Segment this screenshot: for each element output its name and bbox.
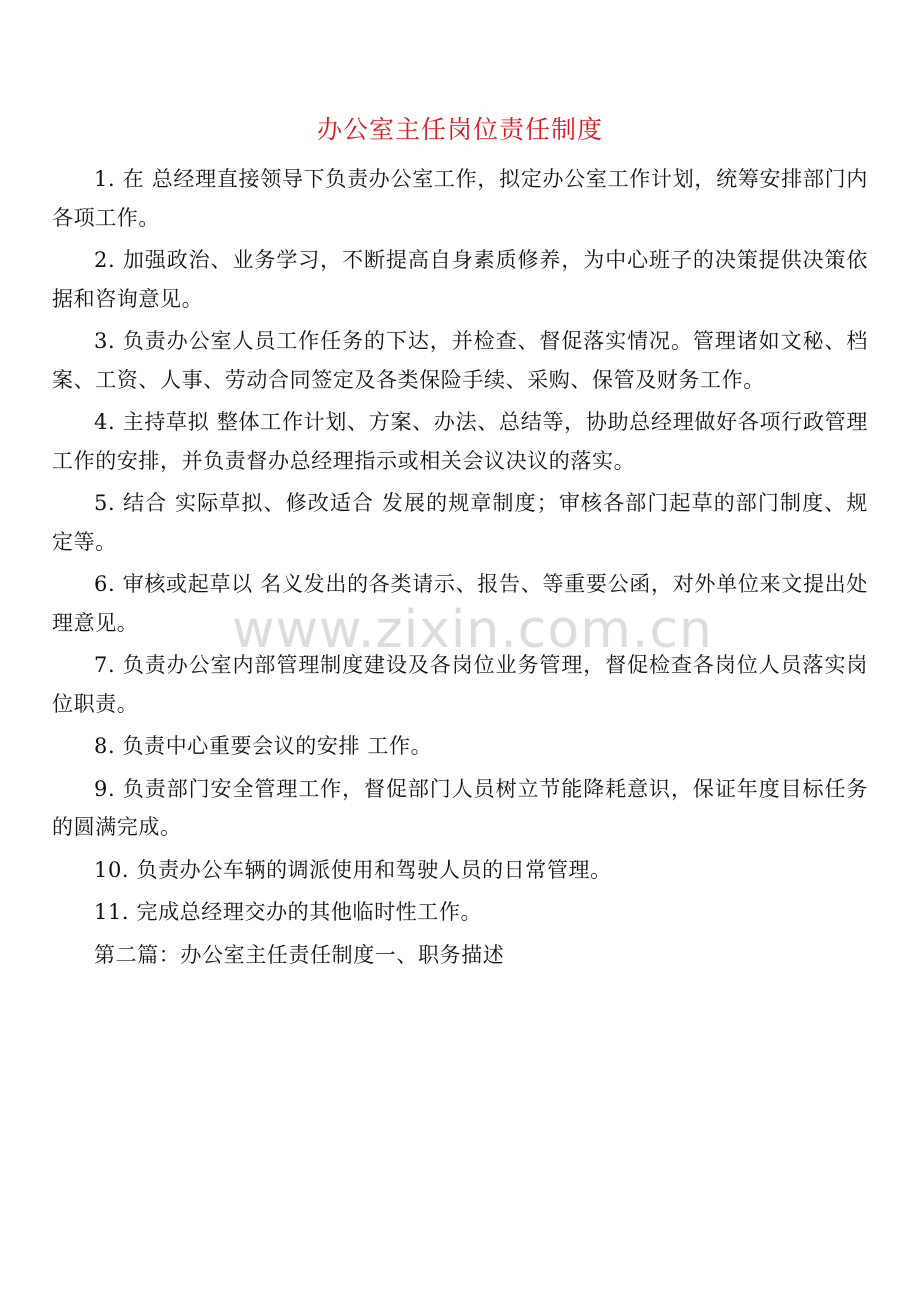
section-heading-part-two: 第二篇：办公室主任责任制度一、职务描述 — [94, 942, 505, 967]
paragraph-3: 3. 负责办公室人员工作任务的下达，并检查、督促落实情况。管理诸如文秘、档案、工资、人事、劳动合同签定及各类保险手续、采购、保管及财务工作。 — [52, 329, 868, 392]
document-title: 办公室主任岗位责任制度 — [316, 115, 603, 144]
paragraph-1: 1. 在 总经理直接领导下负责办公室工作，拟定办公室工作计划，统筹安排部门内各项工作。 — [52, 167, 868, 230]
paragraph-8: 8. 负责中心重要会议的安排 工作。 — [94, 734, 433, 758]
paragraph-2: 2. 加强政治、业务学习，不断提高自身素质修养，为中心班子的决策提供决策依据和咨询意见。 — [52, 248, 868, 311]
paragraph-6: 6. 审核或起草以 名义发出的各类请示、报告、等重要公函，对外单位来文提出处理意见。 — [52, 572, 868, 635]
paragraph-11: 11. 完成总经理交办的其他临时性工作。 — [94, 900, 483, 924]
paragraph-4: 4. 主持草拟 整体工作计划、方案、办法、总结等，协助总经理做好各项行政管理工作的安排，并负责督办总经理指示或相关会议决议的落实。 — [52, 410, 868, 473]
paragraph-7: 7. 负责办公室内部管理制度建设及各岗位业务管理，督促检查各岗位人员落实岗位职责。 — [52, 653, 868, 716]
watermark: www.zixin.com.cn — [232, 600, 713, 660]
paragraph-5: 5. 结合 实际草拟、修改适合 发展的规章制度；审核各部门起草的部门制度、规定等。 — [52, 491, 868, 554]
paragraph-9: 9. 负责部门安全管理工作，督促部门人员树立节能降耗意识，保证年度目标任务的圆满完成。 — [52, 776, 868, 839]
paragraph-10: 10. 负责办公车辆的调派使用和驾驶人员的日常管理。 — [94, 857, 612, 882]
document-body — [52, 160, 868, 978]
